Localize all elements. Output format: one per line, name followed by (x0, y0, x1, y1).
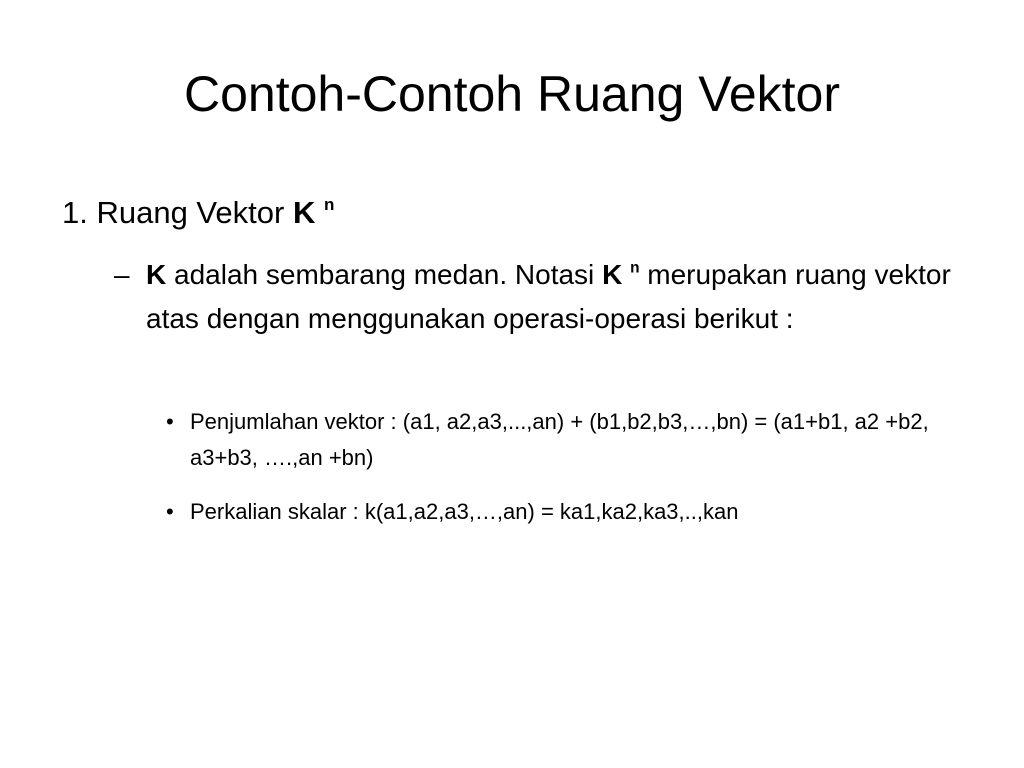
section-symbol: K (292, 195, 316, 230)
section-heading (62, 190, 334, 236)
sub-point (114, 253, 976, 341)
sub-point-superscript: n (630, 259, 640, 277)
dash-marker: – (114, 259, 130, 290)
section-superscript: n (323, 195, 335, 215)
slide-title: Contoh-Contoh Ruang Vektor (184, 66, 840, 122)
bullet-item-scalar-multiplication (166, 494, 980, 530)
sub-point-text-1: adalah sembarang medan. Notasi (166, 259, 603, 290)
sub-point-text-2: merupakan ruang vektor atas dengan menggunakan operasi-operasi berikut : (146, 259, 951, 334)
bullet-marker: • (166, 409, 174, 434)
sub-point-symbol: K (146, 259, 167, 290)
bullet-item-vector-addition (166, 404, 980, 476)
bullet-marker: • (166, 499, 174, 524)
sub-point-symbol-2: K (602, 259, 623, 290)
bullet-text: Perkalian skalar : k(a1,a2,a3,…,an) = ka1,ka2,ka3,..,kan (190, 499, 739, 524)
section-label: 1. Ruang Vektor (62, 195, 293, 230)
bullet-text: Penjumlahan vektor : (a1, a2,a3,...,an) + (b1,b2,b3,…,bn) = (a1+b1, a2 +b2, a3+b3, ….,an +bn) (190, 409, 929, 470)
